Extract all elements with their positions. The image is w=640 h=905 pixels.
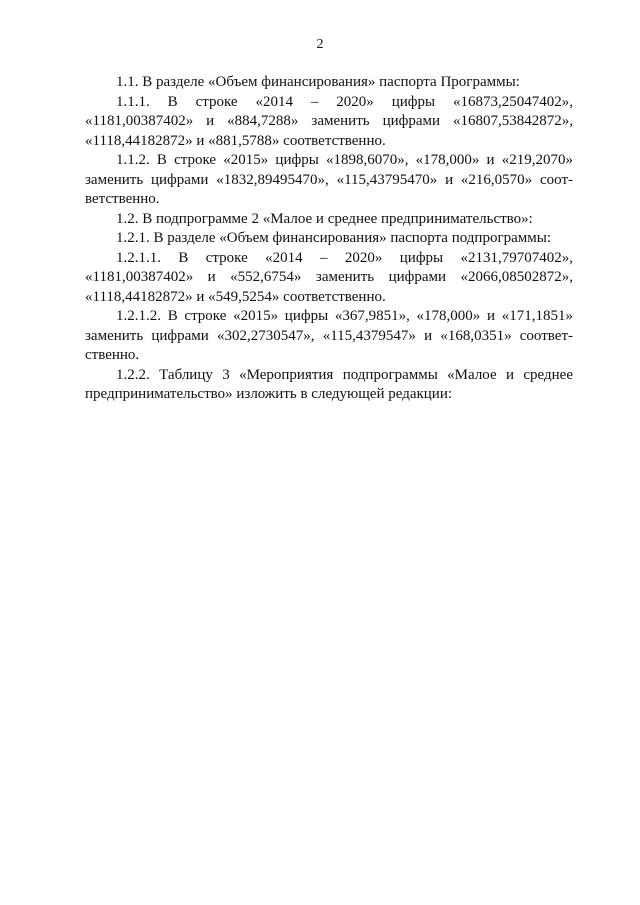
paragraph-1-1-2: 1.1.2. В строке «2015» цифры «1898,6070», «178,000» и «219,2070» заменить цифрами «1832,89495470», «115,43795470» и «216,0570» соответственно. bbox=[85, 152, 573, 207]
page-number: 2 bbox=[316, 37, 324, 52]
paragraph-1-2-1: 1.2.1. В разделе «Объем финансирования» паспорта подпрограммы: bbox=[116, 230, 551, 246]
paragraph-1-2: 1.2. В подпрограмме 2 «Малое и среднее предпринимательство»: bbox=[116, 210, 533, 227]
paragraph-1-2-1-2: 1.2.1.2. В строке «2015» цифры «367,9851», «178,000» и «171,1851» заменить цифрами «302,2730547», «115,4379547» и «168,0351» соответственно. bbox=[85, 308, 573, 363]
paragraph-1-2-1-1: 1.2.1.1. В строке «2014 – 2020» цифры «2131,79707402», «1181,00387402» и «552,6754» заменить цифрами «2066,08502872», «1118,44182872» и «549,5254» соответственно. bbox=[85, 249, 573, 305]
document-body bbox=[85, 73, 573, 405]
paragraph-1-1-1: 1.1.1. В строке «2014 – 2020» цифры «16873,25047402», «1181,00387402» и «884,7288» заменить цифрами «16807,53842872», «1118,44182872» и «881,5788» соответственно. bbox=[85, 93, 573, 149]
paragraph-1-2-2: 1.2.2. Таблицу 3 «Мероприятия подпрограммы «Малое и среднее предпринимательство» изложить в следующей редакции: bbox=[85, 366, 573, 402]
paragraph-1-1: 1.1. В разделе «Объем финансирования» паспорта Программы: bbox=[116, 74, 520, 90]
